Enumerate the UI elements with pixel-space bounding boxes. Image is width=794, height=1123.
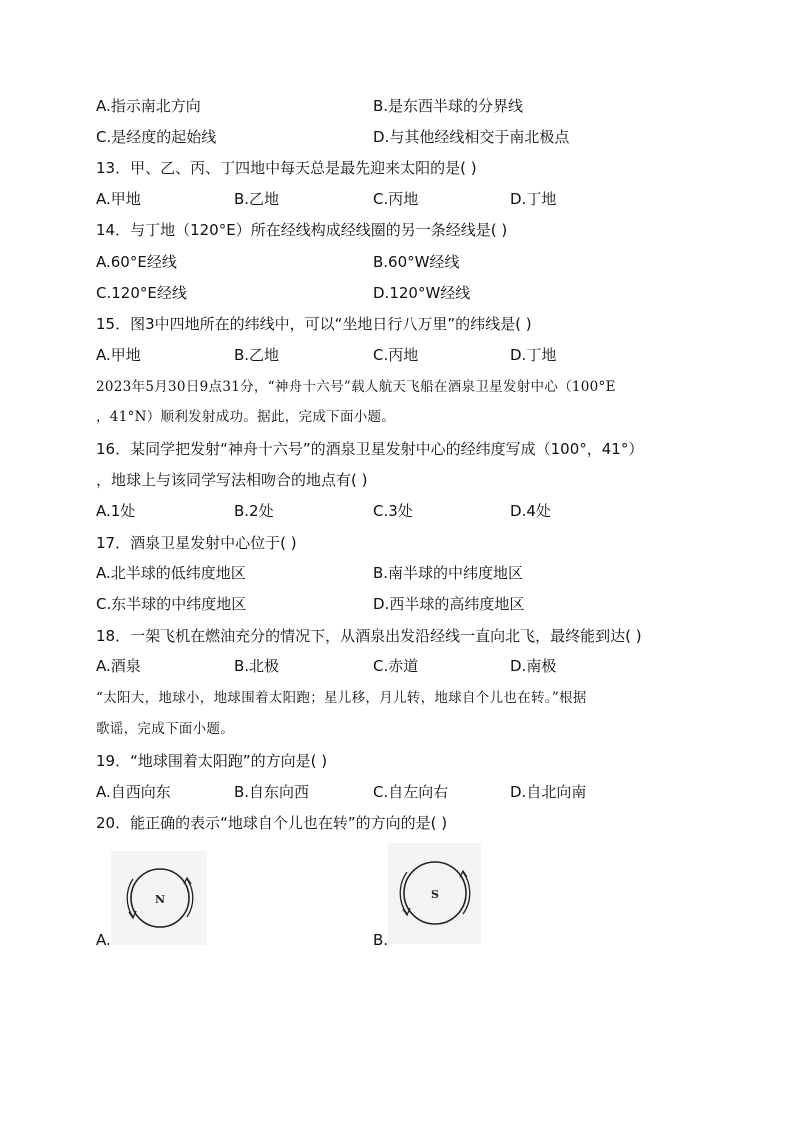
q13-option-b: B.乙地 (234, 190, 280, 208)
q14-option-b: B.60°W经线 (373, 253, 460, 271)
q16-option-d: D.4处 (510, 502, 551, 520)
q18-option-d: D.南极 (510, 657, 557, 675)
q16-option-b: B.2处 (234, 502, 274, 520)
passage-2-line-1: “太阳大，地球小，地球围着太阳跑；星儿移，月儿转，地球自个儿也在转。”根据 (96, 690, 587, 706)
q20-figure-a (111, 851, 207, 945)
q16-stem-line-1: 16．某同学把发射“神舟十六号”的酒泉卫星发射中心的经纬度写成（100°，41°） (96, 440, 644, 458)
passage-2-line-2: 歌谣，完成下面小题。 (96, 721, 234, 737)
q15-stem: 15．图3中四地所在的纬线中，可以“坐地日行八万里”的纬线是( ) (96, 315, 532, 333)
q15-option-a: A.甲地 (96, 346, 141, 364)
q15-option-d: D.丁地 (510, 346, 557, 364)
q14-stem: 14．与丁地（120°E）所在经线构成经线圈的另一条经线是( ) (96, 221, 508, 239)
q17-option-d: D.西半球的高纬度地区 (373, 595, 525, 613)
q17-option-c: C.东半球的中纬度地区 (96, 595, 247, 613)
q18-stem: 18．一架飞机在燃油充分的情况下，从酒泉出发沿经线一直向北飞，最终能到达( ) (96, 627, 642, 645)
q20-figure-b (388, 843, 481, 944)
q18-option-b: B.北极 (234, 657, 280, 675)
q19-option-b: B.自东向西 (234, 783, 310, 801)
q18-option-a: A.酒泉 (96, 657, 141, 675)
earth-rotation-south-diagram (388, 843, 481, 944)
q19-option-a: A.自西向东 (96, 783, 171, 801)
q19-stem: 19．“地球围着太阳跑”的方向是( ) (96, 752, 328, 770)
q20-figure-b-label: B. (373, 931, 389, 949)
q12-option-d: D.与其他经线相交于南北极点 (373, 128, 570, 146)
q12-option-a: A.指示南北方向 (96, 97, 201, 115)
q12-option-c: C.是经度的起始线 (96, 128, 217, 146)
q12-option-b: B.是东西半球的分界线 (373, 97, 524, 115)
q14-option-a: A.60°E经线 (96, 253, 177, 271)
q13-stem: 13．甲、乙、丙、丁四地中每天总是最先迎来太阳的是( ) (96, 159, 477, 177)
q17-stem: 17．酒泉卫星发射中心位于( ) (96, 534, 297, 552)
q18-option-c: C.赤道 (373, 657, 419, 675)
q14-option-c: C.120°E经线 (96, 284, 187, 302)
q19-option-c: C.自左向右 (373, 783, 449, 801)
q13-option-d: D.丁地 (510, 190, 557, 208)
q15-option-c: C.丙地 (373, 346, 419, 364)
q16-option-c: C.3处 (373, 502, 413, 520)
q13-option-a: A.甲地 (96, 190, 141, 208)
q16-option-a: A.1处 (96, 502, 136, 520)
q14-option-d: D.120°W经线 (373, 284, 471, 302)
passage-1-line-2: ，41°N）顺利发射成功。据此，完成下面小题。 (96, 409, 396, 425)
passage-1-line-1: 2023年5月30日9点31分，“神舟十六号”载人航天飞船在酒泉卫星发射中心（100°E (96, 379, 616, 395)
q20-stem: 20．能正确的表示“地球自个儿也在转”的方向的是( ) (96, 814, 448, 832)
q16-stem-line-2: ，地球上与该同学写法相吻合的地点有( ) (96, 471, 368, 489)
earth-rotation-north-diagram (111, 851, 207, 945)
south-pole-label: S (431, 888, 439, 901)
q17-option-b: B.南半球的中纬度地区 (373, 564, 524, 582)
q19-option-d: D.自北向南 (510, 783, 587, 801)
q20-figure-a-label: A. (96, 931, 111, 949)
north-pole-label: N (154, 893, 166, 906)
q17-option-a: A.北半球的低纬度地区 (96, 564, 246, 582)
q13-option-c: C.丙地 (373, 190, 419, 208)
q15-option-b: B.乙地 (234, 346, 280, 364)
